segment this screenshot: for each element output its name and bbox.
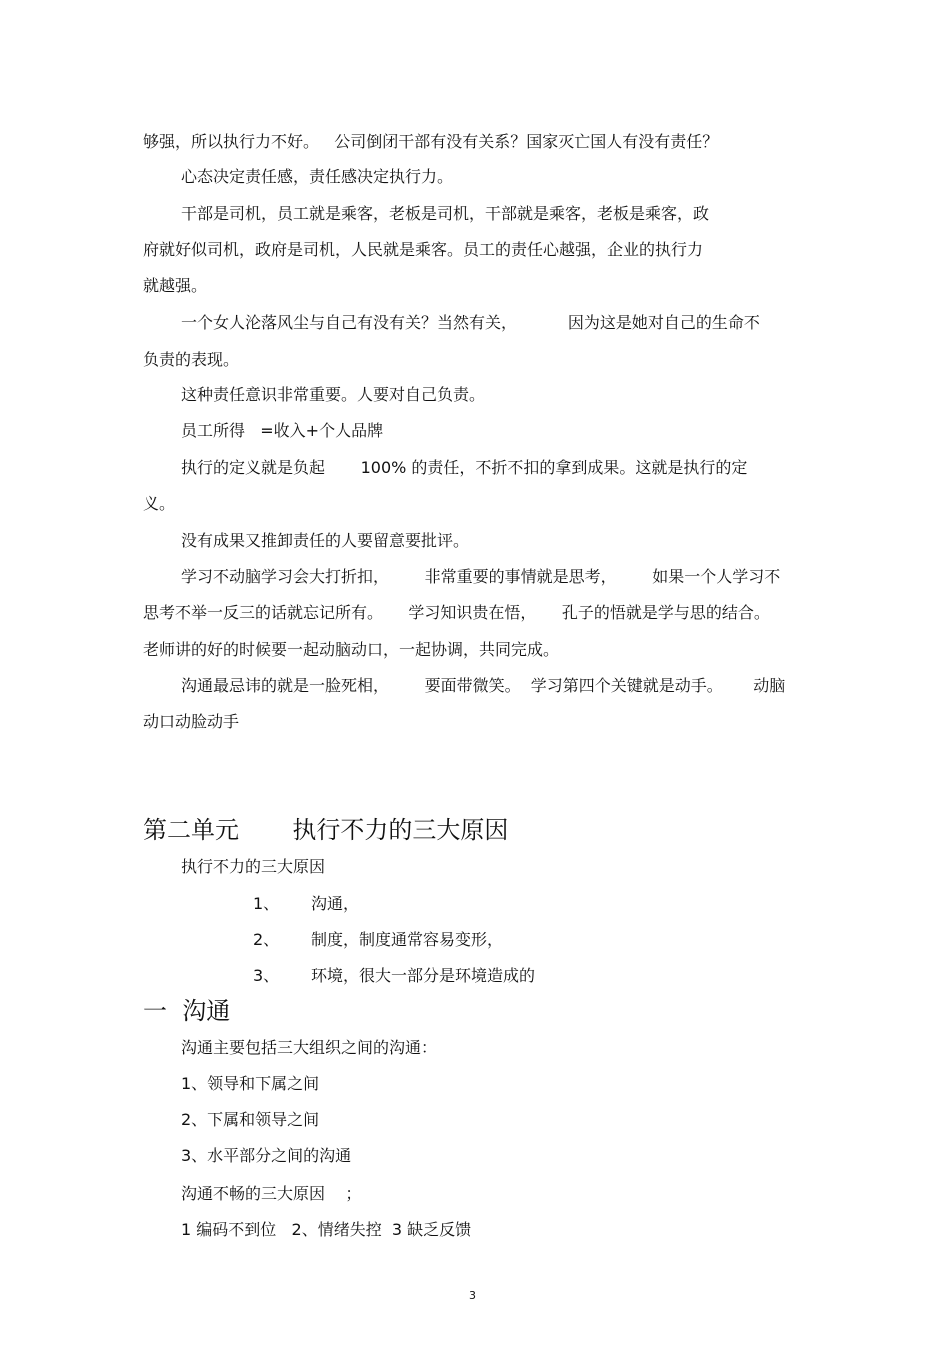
body-line: 就越强。: [143, 276, 208, 295]
reasons-intro: 执行不力的三大原因: [181, 857, 326, 876]
body-line: 府就好似司机，政府是司机，人民就是乘客。员工的责任心越强，企业的执行力: [143, 240, 704, 259]
reason-text: 环境，很大一部分是环境造成的: [311, 966, 536, 985]
page-number: 3: [469, 1289, 476, 1302]
body-line: 心态决定责任感，责任感决定执行力。: [181, 167, 454, 186]
reason-number: 2、: [253, 930, 280, 949]
comm-line: 1 编码不到位 2、情绪失控 3 缺乏反馈: [181, 1220, 472, 1239]
body-line: 义。: [143, 494, 176, 513]
body-line: 干部是司机，员工就是乘客，老板是司机，干部就是乘客，老板是乘客，政: [181, 204, 710, 223]
reason-number: 3、: [253, 966, 280, 985]
body-line: 一个女人沦落风尘与自己有没有关？当然有关， 因为这是她对自己的生命不: [181, 313, 760, 332]
body-line: 够强，所以执行力不好。 公司倒闭干部有没有关系？国家灭亡国人有没有责任？: [143, 132, 719, 151]
body-line: 没有成果又推卸责任的人要留意要批评。: [181, 531, 470, 550]
body-line: 学习不动脑学习会大打折扣， 非常重要的事情就是思考， 如果一个人学习不: [181, 567, 781, 586]
reason-number: 1、: [253, 894, 280, 913]
comm-line: 1、领导和下属之间: [181, 1074, 320, 1093]
body-line: 动口动脸动手: [143, 712, 240, 731]
section-heading: 一 沟通: [143, 997, 231, 1025]
body-line: 老师讲的好的时候要一起动脑动口，一起协调，共同完成。: [143, 640, 560, 659]
body-line: 执行的定义就是负起 100% 的责任，不折不扣的拿到成果。这就是执行的定: [181, 458, 748, 477]
comm-line: 沟通主要包括三大组织之间的沟通：: [181, 1038, 438, 1057]
body-line: 这种责任意识非常重要。人要对自己负责。: [181, 385, 486, 404]
comm-line: 2、下属和领导之间: [181, 1110, 320, 1129]
body-line: 负责的表现。: [143, 350, 240, 369]
body-line: 员工所得 =收入+个人品牌: [181, 421, 384, 440]
body-line: 思考不举一反三的话就忘记所有。 学习知识贵在悟， 孔子的悟就是学与思的结合。: [143, 603, 770, 622]
comm-line: 沟通不畅的三大原因 ；: [181, 1184, 362, 1203]
comm-line: 3、水平部分之间的沟通: [181, 1146, 352, 1165]
reason-text: 制度，制度通常容易变形，: [311, 930, 504, 949]
unit-heading: 第二单元 执行不力的三大原因: [143, 816, 509, 844]
reason-text: 沟通，: [311, 894, 360, 913]
body-line: 沟通最忌讳的就是一脸死相， 要面带微笑。 学习第四个关键就是动手。 动脑: [181, 676, 786, 695]
